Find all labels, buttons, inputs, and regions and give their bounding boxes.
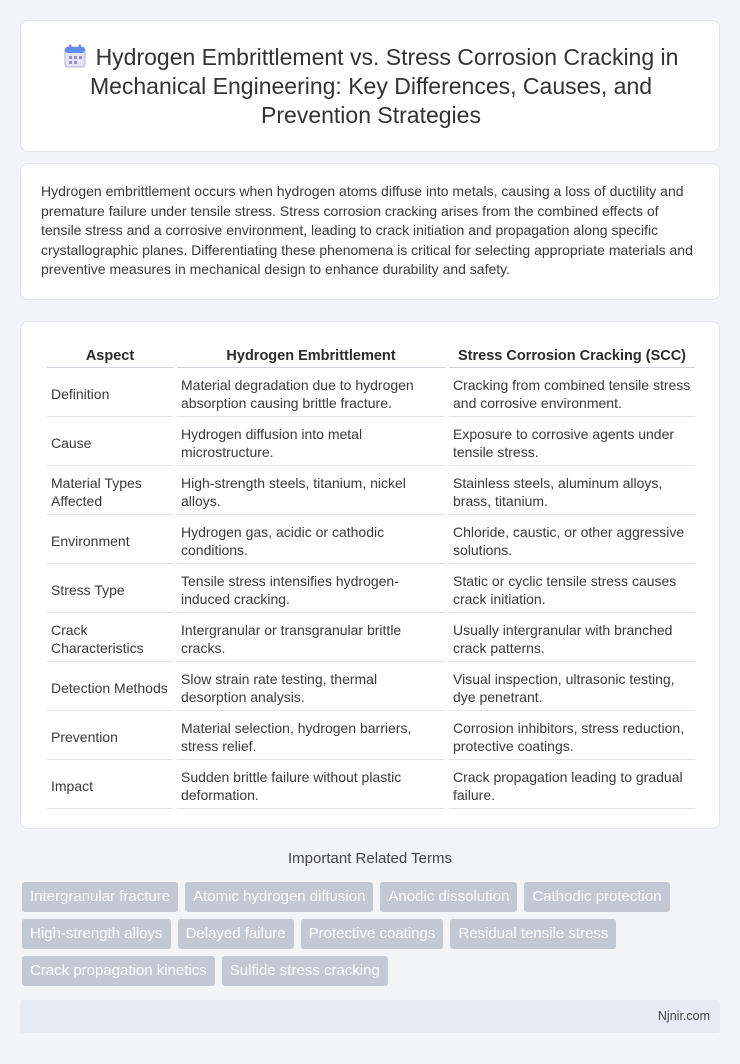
title-card (20, 20, 720, 152)
row-aspect: Crack Characteristics (47, 615, 173, 662)
row-scc-value: Corrosion inhibitors, stress reduction, protective coatings. (449, 713, 695, 760)
row-scc-value: Usually intergranular with branched crack patterns. (449, 615, 695, 662)
row-he-value: Tensile stress intensifies hydrogen-induced cracking. (177, 566, 445, 613)
table-row (47, 419, 695, 466)
row-scc-value: Stainless steels, aluminum alloys, brass, titanium. (449, 468, 695, 515)
related-term-tag[interactable]: Crack propagation kinetics (22, 956, 215, 986)
row-aspect: Definition (47, 370, 173, 417)
header-scc: Stress Corrosion Cracking (SCC) (449, 344, 695, 368)
footer-site-link[interactable]: Njnir.com (657, 1009, 710, 1023)
table-row (47, 468, 695, 515)
table-row (47, 566, 695, 613)
header-hydrogen-embrittlement: Hydrogen Embrittlement (177, 344, 445, 368)
row-he-value: Sudden brittle failure without plastic deformation. (177, 762, 445, 809)
row-aspect: Environment (47, 517, 173, 564)
row-he-value: Slow strain rate testing, thermal desorption analysis. (177, 664, 445, 711)
related-term-tag[interactable]: Atomic hydrogen diffusion (185, 882, 373, 912)
footer (20, 1000, 720, 1033)
page-title: Hydrogen Embrittlement vs. Stress Corrosion Cracking in Mechanical Engineering: Key Differences, Causes, and Prevention Strategies (89, 44, 679, 128)
related-terms-heading: Important Related Terms (288, 850, 452, 867)
row-aspect: Cause (47, 419, 173, 466)
table-row (47, 370, 695, 417)
row-he-value: Hydrogen gas, acidic or cathodic conditions. (177, 517, 445, 564)
related-terms-list (22, 882, 722, 986)
row-scc-value: Exposure to corrosive agents under tensile stress. (449, 419, 695, 466)
row-scc-value: Crack propagation leading to gradual failure. (449, 762, 695, 809)
row-scc-value: Visual inspection, ultrasonic testing, dye penetrant. (449, 664, 695, 711)
related-term-tag[interactable]: Sulfide stress cracking (222, 956, 388, 986)
row-aspect: Impact (47, 762, 173, 809)
intro-card (20, 163, 720, 300)
row-he-value: Hydrogen diffusion into metal microstructure. (177, 419, 445, 466)
related-term-tag[interactable]: Intergranular fracture (22, 882, 178, 912)
row-he-value: High-strength steels, titanium, nickel alloys. (177, 468, 445, 515)
table-row (47, 517, 695, 564)
calendar-icon (64, 44, 86, 68)
row-aspect: Detection Methods (47, 664, 173, 711)
intro-paragraph: Hydrogen embrittlement occurs when hydrogen atoms diffuse into metals, causing a loss of ductility and premature failure under tensile stress. Stress corrosion cracking arises from the combined effects of tensile stress and a corrosive environment, leading to crack initiation and propagation along specific crystallographic planes. Differentiating these phenomena is critical for selecting appropriate materials and preventive measures in mechanical design to enhance durability and safety. (41, 183, 693, 277)
table-header-row (47, 344, 695, 368)
row-aspect: Prevention (47, 713, 173, 760)
row-aspect: Stress Type (47, 566, 173, 613)
related-term-tag[interactable]: Cathodic protection (524, 882, 669, 912)
row-scc-value: Cracking from combined tensile stress and corrosive environment. (449, 370, 695, 417)
table-row (47, 762, 695, 809)
table-row (47, 615, 695, 662)
table-row (47, 713, 695, 760)
row-he-value: Material selection, hydrogen barriers, stress relief. (177, 713, 445, 760)
comparison-table (43, 342, 699, 811)
comparison-table-card (20, 321, 720, 829)
row-he-value: Intergranular or transgranular brittle cracks. (177, 615, 445, 662)
related-term-tag[interactable]: Delayed failure (178, 919, 294, 949)
page-title-wrapper (51, 43, 691, 130)
header-aspect: Aspect (47, 344, 173, 368)
table-row (47, 664, 695, 711)
related-term-tag[interactable]: Residual tensile stress (450, 919, 616, 949)
row-aspect: Material Types Affected (47, 468, 173, 515)
row-he-value: Material degradation due to hydrogen absorption causing brittle fracture. (177, 370, 445, 417)
related-term-tag[interactable]: High-strength alloys (22, 919, 171, 949)
related-term-tag[interactable]: Anodic dissolution (380, 882, 517, 912)
row-scc-value: Static or cyclic tensile stress causes crack initiation. (449, 566, 695, 613)
related-term-tag[interactable]: Protective coatings (301, 919, 444, 949)
row-scc-value: Chloride, caustic, or other aggressive solutions. (449, 517, 695, 564)
